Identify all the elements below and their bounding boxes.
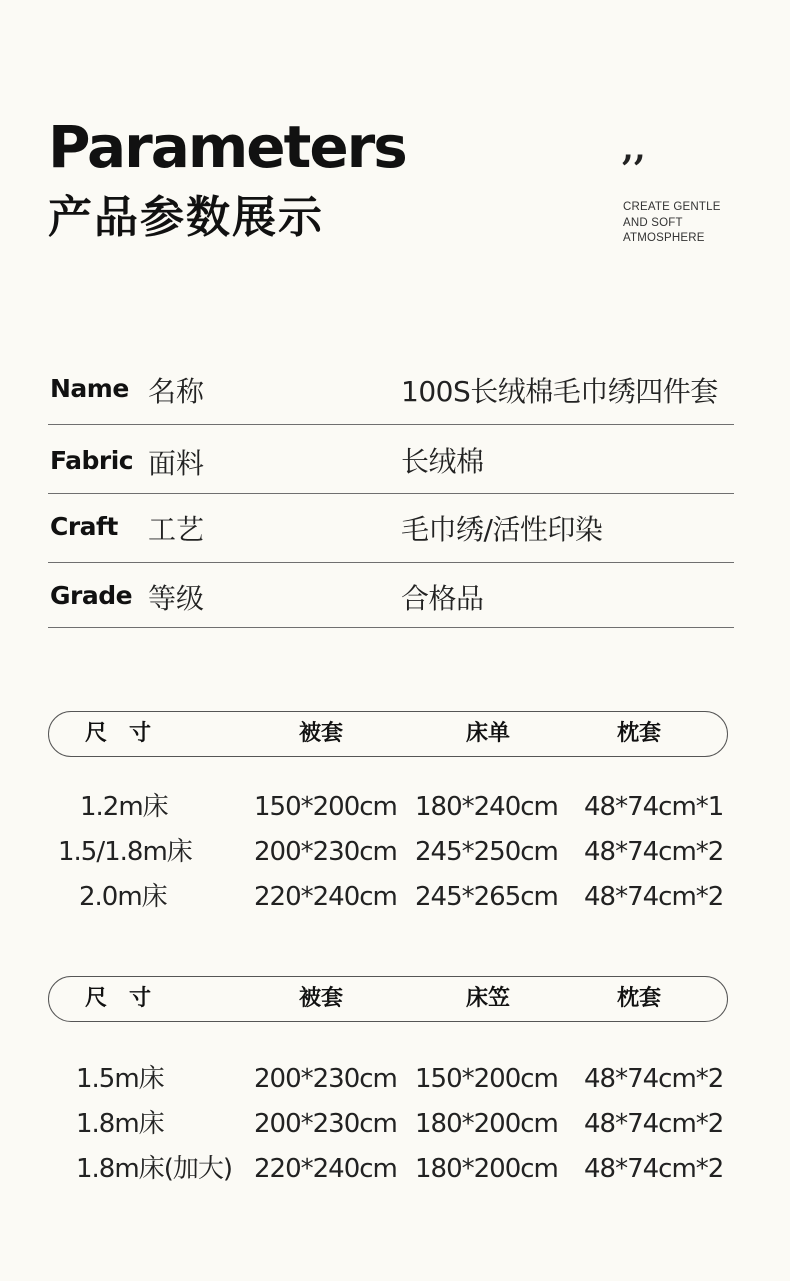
- size-label: 1.8m床: [76, 1109, 164, 1139]
- pillow-size: 48*74cm: [584, 882, 696, 912]
- table-row: [48, 875, 738, 920]
- pillow-size: 48*74cm: [584, 792, 696, 822]
- header-size: 尺 寸: [85, 721, 152, 746]
- pillow-size: 48*74cm: [584, 837, 696, 867]
- size-label: 1.8m床: [76, 1154, 164, 1184]
- cell-pillow: [584, 785, 723, 830]
- parameter-label-zh: 等级: [148, 582, 205, 615]
- cell-sheet: 180*240cm: [415, 792, 558, 822]
- cell-duvet: 200*230cm: [254, 837, 397, 867]
- cell-size: 1.5/1.8m床: [58, 837, 192, 867]
- page-title-en: Parameters: [48, 113, 406, 181]
- cell-fitted-sheet: 180*200cm: [415, 1154, 558, 1184]
- tagline-line: CREATE GENTLE: [623, 201, 721, 213]
- header-sheet: 床单: [466, 721, 511, 746]
- pillow-quantity: *2: [695, 882, 724, 912]
- parameter-value: 合格品: [401, 582, 484, 615]
- header-size: 尺 寸: [85, 986, 152, 1011]
- parameter-label-zh: 名称: [148, 375, 205, 408]
- cell-pillow: [584, 875, 723, 920]
- cell-pillow: 48*74cm*2: [584, 1154, 724, 1184]
- cell-duvet: 220*240cm: [254, 882, 397, 912]
- cell-sheet: 245*265cm: [415, 882, 558, 912]
- parameter-table: [48, 356, 734, 628]
- page-title-zh: 产品参数展示: [48, 192, 324, 243]
- header-duvet: 被套: [299, 721, 344, 746]
- parameter-label-zh: 面料: [148, 447, 205, 480]
- cell-size: [76, 1147, 232, 1192]
- parameter-row-fabric: [48, 425, 734, 494]
- cell-duvet: 150*200cm: [254, 792, 397, 822]
- parameter-value: 100S长绒棉毛巾绣四件套: [401, 375, 718, 408]
- table-row: [48, 1147, 738, 1192]
- parameter-label-en: Fabric: [50, 446, 134, 475]
- tagline-line: AND SOFT: [623, 216, 683, 229]
- parameter-label-en: Name: [50, 374, 129, 403]
- pillow-quantity: *1: [695, 792, 724, 822]
- cell-duvet: 220*240cm: [254, 1154, 397, 1184]
- cell-fitted-sheet: 150*200cm: [415, 1064, 558, 1094]
- oversize-note: (加大): [163, 1154, 232, 1184]
- parameter-row-craft: [48, 494, 734, 563]
- header-pillow: 枕套: [617, 986, 662, 1011]
- cell-size: [76, 1102, 164, 1147]
- size-table-body: [48, 1057, 738, 1192]
- cell-pillow: 48*74cm*2: [584, 1064, 724, 1094]
- cell-pillow: [584, 830, 723, 875]
- table-row: [48, 1102, 738, 1147]
- pillow-quantity: *2: [695, 837, 724, 867]
- parameter-row-grade: [48, 563, 734, 628]
- size-label: 1.5m床: [76, 1064, 164, 1094]
- cell-size: 2.0m床: [79, 882, 167, 912]
- size-table-header: [48, 976, 728, 1022]
- cell-fitted-sheet: 180*200cm: [415, 1109, 558, 1139]
- size-table-header: [48, 711, 728, 757]
- tagline: [623, 200, 763, 247]
- cell-size: 1.2m床: [80, 792, 168, 822]
- size-table-body: [48, 785, 738, 920]
- table-row: [48, 1057, 738, 1102]
- header-duvet: 被套: [299, 986, 344, 1011]
- tagline-line: ATMOSPHERE: [623, 232, 705, 244]
- cell-pillow: 48*74cm*2: [584, 1109, 724, 1139]
- cell-duvet: 200*230cm: [254, 1064, 397, 1094]
- quote-mark-icon: ,,: [622, 129, 646, 169]
- header-pillow: 枕套: [617, 721, 662, 746]
- cell-size: [76, 1057, 164, 1102]
- cell-sheet: 245*250cm: [415, 837, 558, 867]
- table-row: [48, 830, 738, 875]
- parameter-value: 长绒棉: [401, 445, 484, 478]
- parameter-value: 毛巾绣/活性印染: [401, 513, 603, 546]
- table-row: [48, 785, 738, 830]
- header-fitted-sheet: 床笠: [466, 986, 511, 1011]
- cell-duvet: 200*230cm: [254, 1109, 397, 1139]
- parameter-row-name: [48, 356, 734, 425]
- parameter-label-en: Craft: [50, 512, 118, 541]
- parameter-label-zh: 工艺: [148, 513, 205, 546]
- parameter-label-en: Grade: [50, 581, 133, 610]
